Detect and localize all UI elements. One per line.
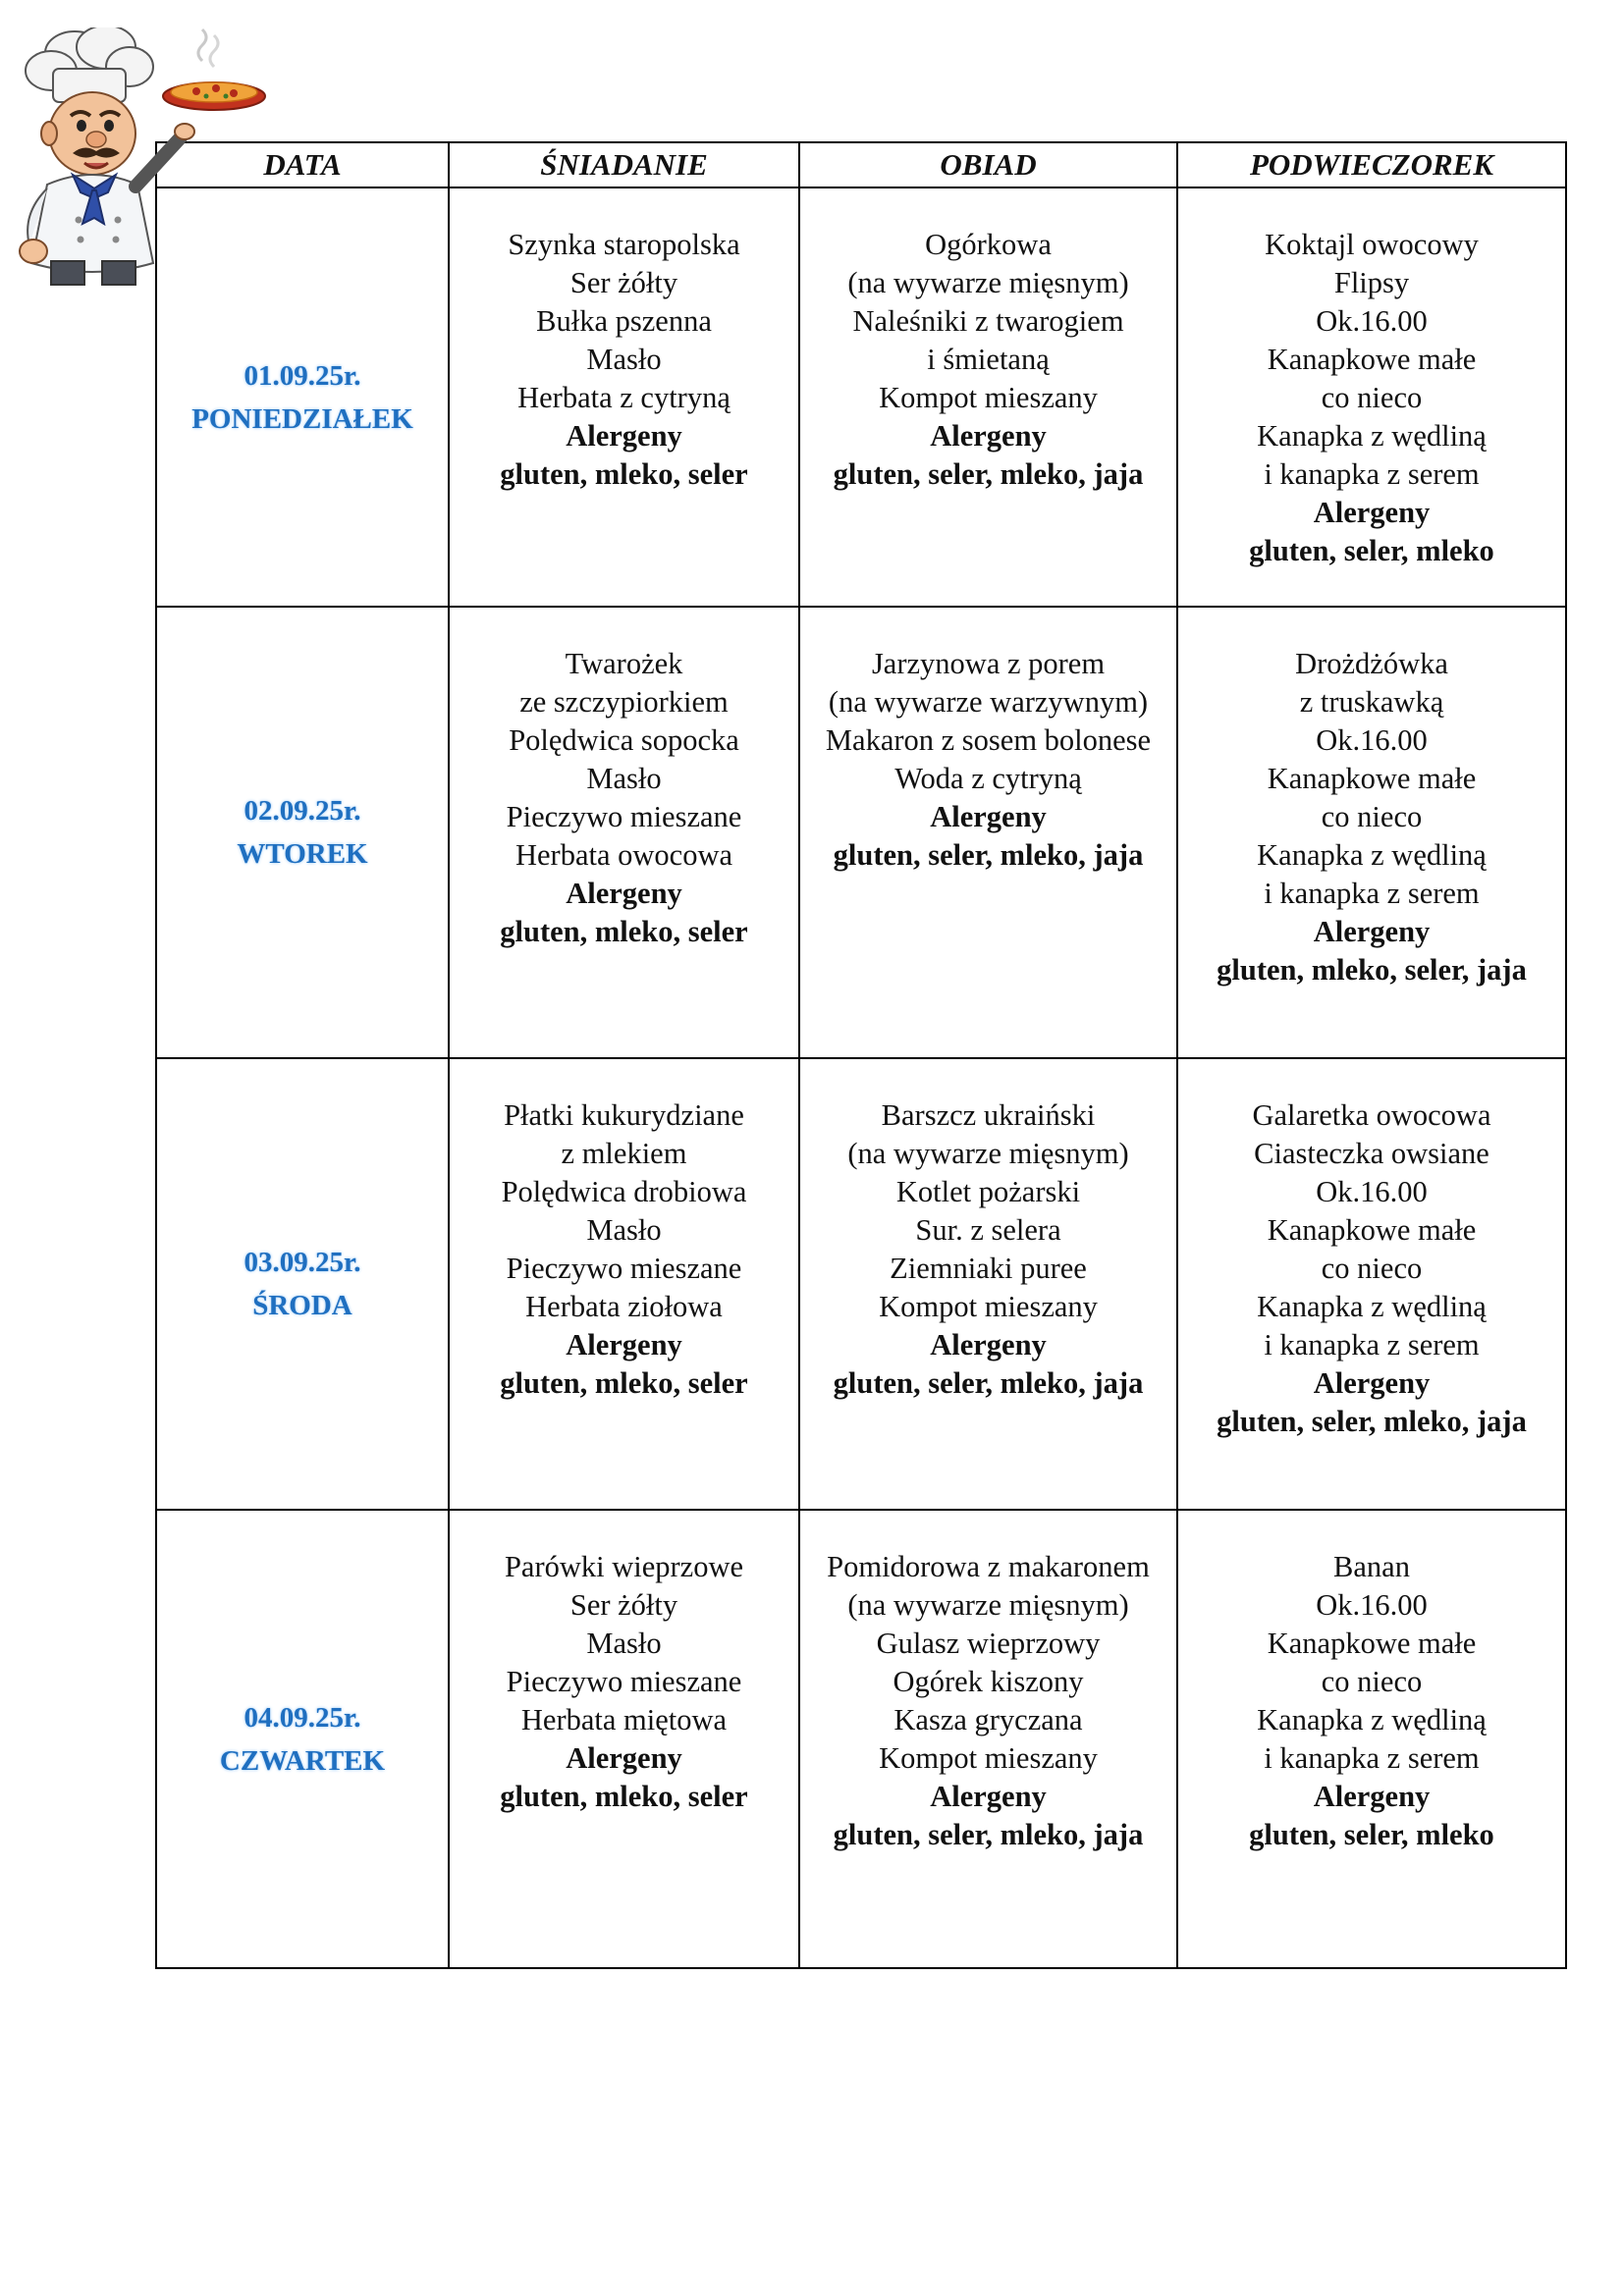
- day-row: [156, 607, 1566, 1058]
- menu-item: Kompot mieszany: [879, 1290, 1098, 1323]
- menu-item: Polędwica sopocka: [509, 723, 739, 757]
- allergen-line: gluten, seler, mleko, jaja: [833, 457, 1144, 491]
- menu-item: Herbata owocowa: [514, 838, 733, 872]
- day-weekday: PONIEDZIAŁEK: [191, 402, 413, 435]
- allergen-line: Alergeny: [566, 1741, 682, 1775]
- day-weekday: ŚRODA: [252, 1290, 352, 1321]
- menu-item: z truskawką: [1299, 685, 1444, 719]
- allergen-line: Alergeny: [566, 419, 682, 453]
- menu-item: co nieco: [1321, 1665, 1423, 1698]
- allergen-line: gluten, seler, mleko, jaja: [833, 1818, 1144, 1851]
- lunch-cell: [799, 607, 1177, 1058]
- snack-cell: [1177, 1058, 1566, 1510]
- menu-item: Drożdżówka: [1295, 647, 1448, 680]
- lunch-cell: [799, 1058, 1177, 1510]
- day-row: [156, 1510, 1566, 1968]
- menu-lines: [800, 1059, 1176, 1403]
- snack-cell: [1177, 1510, 1566, 1968]
- menu-item: Kanapka z wędliną: [1257, 1703, 1487, 1736]
- menu-item: co nieco: [1321, 800, 1423, 833]
- breakfast-cell: [449, 607, 799, 1058]
- allergen-line: gluten, mleko, seler, jaja: [1217, 953, 1527, 987]
- day-row: [156, 187, 1566, 607]
- menu-item: Kasza gryczana: [893, 1703, 1083, 1736]
- menu-item: Bułka pszenna: [536, 304, 712, 338]
- allergen-line: gluten, seler, mleko, jaja: [1217, 1405, 1527, 1438]
- menu-item: Naleśniki z twarogiem: [852, 304, 1124, 338]
- menu-item: (na wywarze mięsnym): [847, 266, 1129, 299]
- date-cell: [156, 1058, 449, 1510]
- allergen-line: Alergeny: [566, 1328, 682, 1362]
- menu-item: Ziemniaki puree: [890, 1252, 1087, 1285]
- menu-table: [155, 141, 1567, 1969]
- menu-lines: [800, 188, 1176, 494]
- lunch-cell: [799, 187, 1177, 607]
- menu-item: Masło: [586, 343, 662, 376]
- allergen-line: gluten, mleko, seler: [500, 915, 748, 948]
- menu-item: Ogórkowa: [925, 228, 1052, 261]
- menu-item: Kompot mieszany: [879, 1741, 1098, 1775]
- menu-item: Kanapkowe małe: [1267, 343, 1477, 376]
- menu-item: Twarożek: [565, 647, 683, 680]
- menu-lines: [800, 1511, 1176, 1854]
- menu-item: co nieco: [1321, 381, 1423, 414]
- header-date: DATA: [156, 142, 449, 187]
- menu-item: Kanapka z wędliną: [1257, 838, 1487, 872]
- breakfast-cell: [449, 187, 799, 607]
- menu-item: Szynka staropolska: [508, 228, 740, 261]
- day-row: [156, 1058, 1566, 1510]
- menu-item: Herbata z cytryną: [517, 381, 731, 414]
- allergen-line: gluten, seler, mleko, jaja: [833, 838, 1144, 872]
- allergen-line: gluten, mleko, seler: [500, 1780, 748, 1813]
- menu-item: Kanapka z wędliną: [1257, 419, 1487, 453]
- menu-item: Pieczywo mieszane: [506, 1252, 742, 1285]
- menu-item: Woda z cytryną: [894, 762, 1082, 795]
- menu-lines: [1178, 1511, 1565, 1854]
- menu-item: Barszcz ukraiński: [881, 1098, 1096, 1132]
- menu-item: Pomidorowa z makaronem: [827, 1550, 1150, 1583]
- allergen-line: Alergeny: [930, 800, 1047, 833]
- menu-item: Pieczywo mieszane: [506, 800, 742, 833]
- allergen-line: Alergeny: [1313, 915, 1431, 948]
- menu-item: Ok.16.00: [1316, 1588, 1428, 1622]
- menu-item: Makaron z sosem bolonese: [825, 723, 1152, 757]
- menu-lines: [800, 608, 1176, 875]
- date-block: [157, 1241, 448, 1327]
- day-date: 04.09.25r.: [244, 1701, 361, 1734]
- breakfast-cell: [449, 1510, 799, 1968]
- date-block: [157, 354, 448, 441]
- header-breakfast: ŚNIADANIE: [449, 142, 799, 187]
- menu-item: Ok.16.00: [1316, 723, 1428, 757]
- menu-item: Kanapkowe małe: [1267, 1213, 1477, 1247]
- allergen-line: Alergeny: [930, 1780, 1047, 1813]
- menu-item: Ok.16.00: [1316, 304, 1428, 338]
- allergen-line: Alergeny: [1313, 496, 1431, 529]
- date-block: [157, 789, 448, 876]
- snack-cell: [1177, 607, 1566, 1058]
- menu-lines: [1178, 188, 1565, 570]
- menu-item: Banan: [1333, 1550, 1410, 1583]
- menu-item: Masło: [586, 1627, 662, 1660]
- menu-item: Koktajl owocowy: [1265, 228, 1479, 261]
- breakfast-cell: [449, 1058, 799, 1510]
- menu-item: Galaretka owocowa: [1252, 1098, 1491, 1132]
- menu-item: Pieczywo mieszane: [506, 1665, 742, 1698]
- menu-item: (na wywarze mięsnym): [847, 1588, 1129, 1622]
- menu-item: Kanapkowe małe: [1267, 762, 1477, 795]
- menu-item: i kanapka z serem: [1264, 457, 1480, 491]
- menu-item: i śmietaną: [927, 343, 1050, 376]
- date-block: [157, 1696, 448, 1783]
- menu-item: z mlekiem: [561, 1137, 687, 1170]
- header-row: [156, 142, 1566, 187]
- date-cell: [156, 607, 449, 1058]
- menu-item: Herbata miętowa: [520, 1703, 728, 1736]
- menu-item: Kanapka z wędliną: [1257, 1290, 1487, 1323]
- menu-item: Kotlet pożarski: [895, 1175, 1081, 1208]
- menu-item: Polędwica drobiowa: [501, 1175, 747, 1208]
- menu-item: (na wywarze warzywnym): [828, 685, 1149, 719]
- allergen-line: gluten, mleko, seler: [500, 457, 748, 491]
- menu-item: ze szczypiorkiem: [519, 685, 729, 719]
- menu-item: Sur. z selera: [915, 1213, 1061, 1247]
- menu-item: Kanapkowe małe: [1267, 1627, 1477, 1660]
- allergen-line: gluten, seler, mleko: [1249, 1818, 1494, 1851]
- menu-item: Masło: [586, 1213, 662, 1247]
- menu-item: (na wywarze mięsnym): [847, 1137, 1129, 1170]
- menu-item: Ser żółty: [569, 266, 678, 299]
- allergen-line: Alergeny: [930, 419, 1047, 453]
- menu-item: Masło: [586, 762, 662, 795]
- allergen-line: Alergeny: [1313, 1366, 1431, 1400]
- menu-lines: [1178, 608, 1565, 989]
- menu-lines: [450, 1059, 798, 1403]
- day-date: 02.09.25r.: [244, 795, 361, 827]
- menu-item: Herbata ziołowa: [525, 1290, 723, 1323]
- day-date: 01.09.25r.: [244, 359, 361, 392]
- menu-lines: [450, 1511, 798, 1816]
- lunch-cell: [799, 1510, 1177, 1968]
- menu-item: Płatki kukurydziane: [504, 1098, 744, 1132]
- day-date: 03.09.25r.: [244, 1247, 361, 1278]
- menu-item: Parówki wieprzowe: [504, 1550, 744, 1583]
- menu-lines: [450, 608, 798, 951]
- menu-item: Jarzynowa z porem: [871, 647, 1106, 680]
- menu-item: i kanapka z serem: [1264, 877, 1480, 910]
- snack-cell: [1177, 187, 1566, 607]
- menu-item: co nieco: [1321, 1252, 1423, 1285]
- menu-lines: [1178, 1059, 1565, 1441]
- menu-item: Gulasz wieprzowy: [876, 1627, 1101, 1660]
- day-weekday: WTOREK: [237, 838, 368, 870]
- allergen-line: Alergeny: [930, 1328, 1047, 1362]
- allergen-line: gluten, seler, mleko: [1249, 534, 1494, 567]
- menu-item: Flipsy: [1333, 266, 1410, 299]
- menu-item: Ser żółty: [569, 1588, 678, 1622]
- menu-item: i kanapka z serem: [1264, 1328, 1480, 1362]
- allergen-line: gluten, seler, mleko, jaja: [833, 1366, 1144, 1400]
- menu-lines: [450, 188, 798, 494]
- date-cell: [156, 1510, 449, 1968]
- menu-item: Ogórek kiszony: [893, 1665, 1084, 1698]
- header-snack: PODWIECZOREK: [1177, 142, 1566, 187]
- header-lunch: OBIAD: [799, 142, 1177, 187]
- day-weekday: CZWARTEK: [219, 1744, 386, 1777]
- chef-with-pizza-icon: [8, 27, 273, 293]
- menu-item: Kompot mieszany: [879, 381, 1098, 414]
- menu-item: i kanapka z serem: [1264, 1741, 1480, 1775]
- menu-item: Ok.16.00: [1316, 1175, 1428, 1208]
- allergen-line: gluten, mleko, seler: [500, 1366, 748, 1400]
- allergen-line: Alergeny: [1313, 1780, 1431, 1813]
- menu-item: Ciasteczka owsiane: [1254, 1137, 1489, 1170]
- allergen-line: Alergeny: [566, 877, 682, 910]
